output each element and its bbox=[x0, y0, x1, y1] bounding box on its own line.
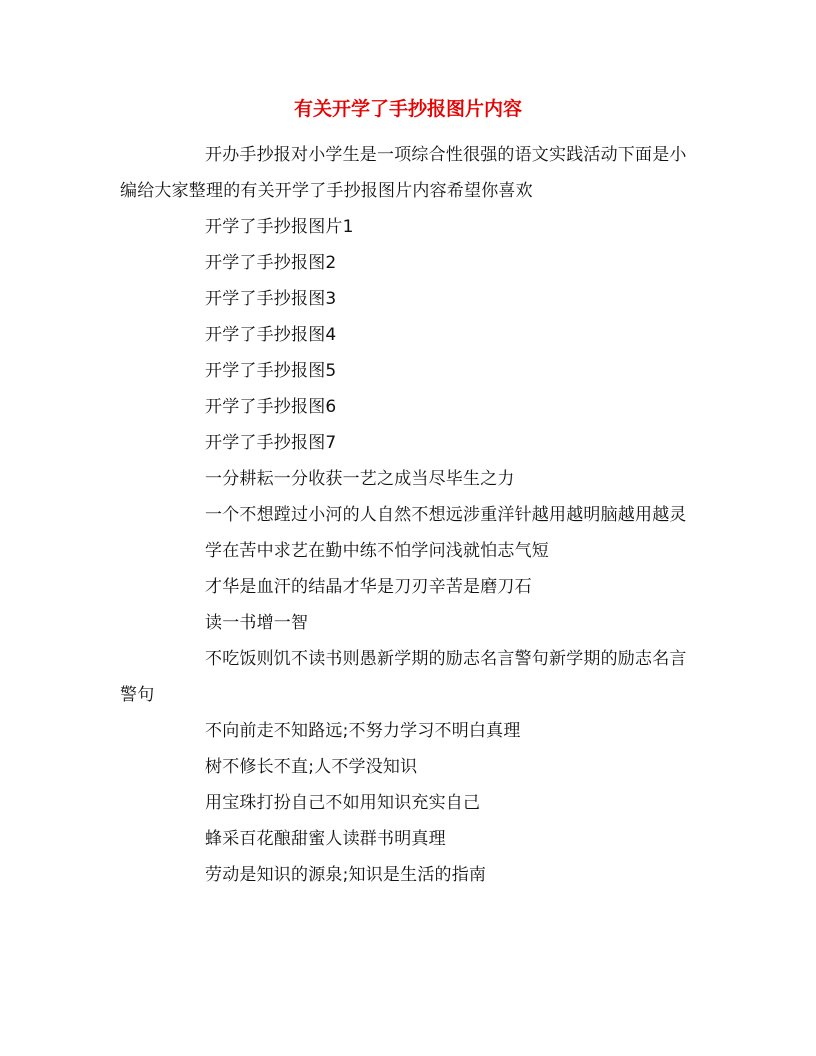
paragraph-image-1: 开学了手抄报图片1 bbox=[205, 217, 354, 237]
paragraph-quote-11: 劳动是知识的源泉;知识是生活的指南 bbox=[205, 865, 487, 885]
paragraph-image-2: 开学了手抄报图2 bbox=[205, 253, 337, 273]
paragraph-quote-1: 一分耕耘一分收获一艺之成当尽毕生之力 bbox=[205, 469, 515, 489]
paragraph-quote-4: 才华是血汗的结晶才华是刀刃辛苦是磨刀石 bbox=[205, 577, 532, 597]
paragraph-intro: 开办手抄报对小学生是一项综合性很强的语文实践活动下面是小编给大家整理的有关开学了手抄报图片内容希望你喜欢 bbox=[120, 145, 687, 201]
paragraph-quote-6: 不吃饭则饥不读书则愚新学期的励志名言警句新学期的励志名言警句 bbox=[120, 649, 687, 705]
paragraph-image-7: 开学了手抄报图7 bbox=[205, 433, 337, 453]
document-body bbox=[120, 137, 696, 893]
paragraph-image-3: 开学了手抄报图3 bbox=[205, 289, 337, 309]
paragraph-quote-5: 读一书增一智 bbox=[205, 613, 309, 633]
paragraph-image-5: 开学了手抄报图5 bbox=[205, 361, 337, 381]
paragraph-quote-10: 蜂采百花酿甜蜜人读群书明真理 bbox=[205, 829, 446, 849]
paragraph-image-4: 开学了手抄报图4 bbox=[205, 325, 337, 345]
paragraph-quote-3: 学在苦中求艺在勤中练不怕学问浅就怕志气短 bbox=[205, 541, 549, 561]
paragraph-image-6: 开学了手抄报图6 bbox=[205, 397, 337, 417]
paragraph-quote-9: 用宝珠打扮自己不如用知识充实自己 bbox=[205, 793, 481, 813]
paragraph-quote-2: 一个不想蹚过小河的人自然不想远涉重洋针越用越明脑越用越灵 bbox=[205, 505, 687, 525]
paragraph-quote-8: 树不修长不直;人不学没知识 bbox=[205, 757, 418, 777]
paragraph-quote-7: 不向前走不知路远;不努力学习不明白真理 bbox=[205, 721, 521, 741]
document-title: 有关开学了手抄报图片内容 bbox=[293, 98, 522, 120]
